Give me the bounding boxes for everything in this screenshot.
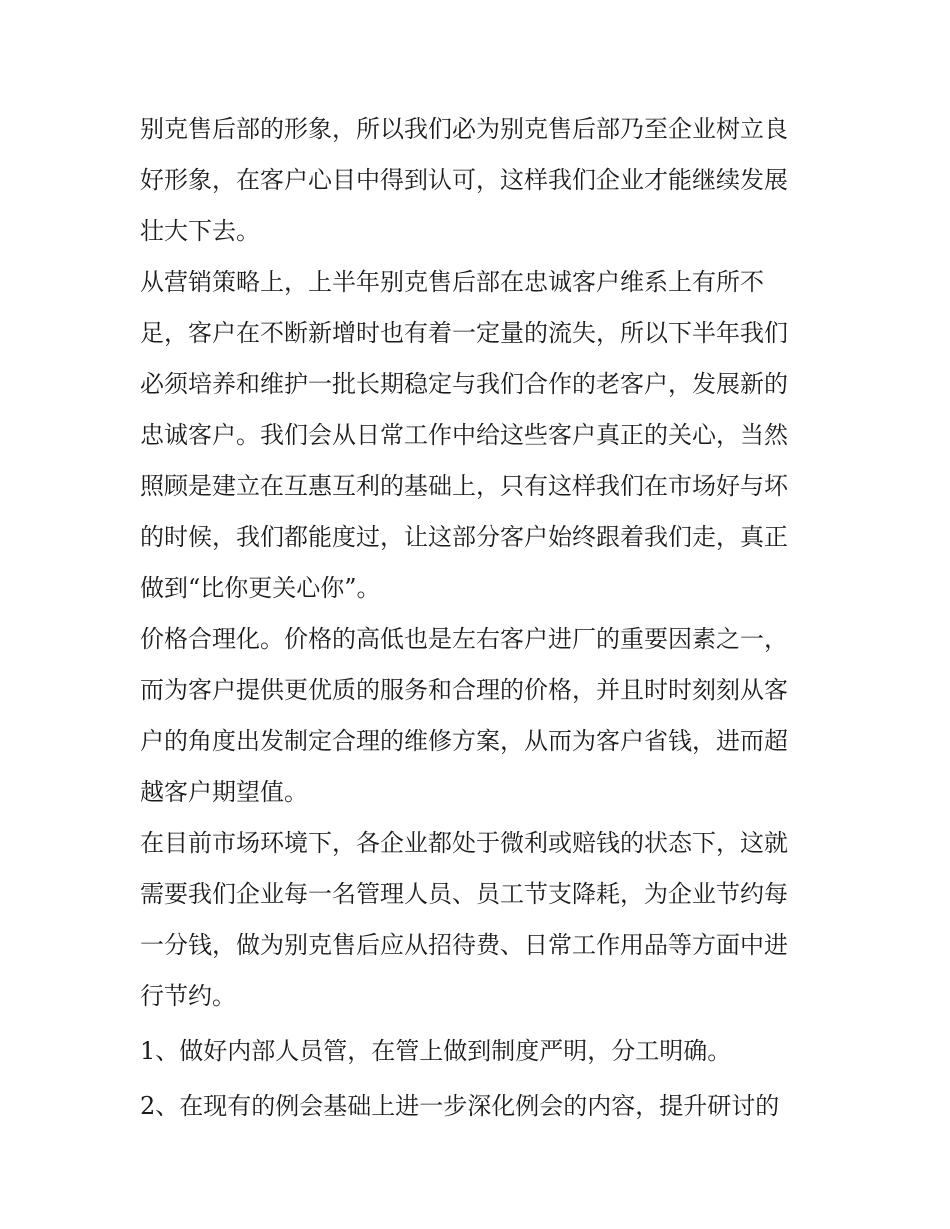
paragraph-brand-image: 别克售后部的形象，所以我们必为别克售后部乃至企业树立良 好形象，在客户心目中得到认可，这样我们企业才能继续发展 壮大下去。 <box>140 115 788 245</box>
list-item-meeting-deepening: 2、在现有的例会基础上进一步深化例会的内容，提升研讨的 <box>140 1092 780 1120</box>
paragraph-cost-saving: 在目前市场环境下，各企业都处于微利或赔钱的状态下，这就 需要我们企业每一名管理人员、员工节支降耗，为企业节约每 一分钱，做为别克售后应从招待费、日常工作用品等方面中进 行节约。 <box>140 829 788 1010</box>
paragraph-marketing-strategy: 从营销策略上，上半年别克售后部在忠诚客户维系上有所不 足，客户在不断新增时也有着一定量的流失，所以下半年我们 必须培养和维护一批长期稳定与我们合作的老客户，发展新的 忠诚客户。我们会从日常工作中给这些客户真正的关心，当然 照顾是建立在互惠互利的基础上，只有这样我们在市场好与坏 的时候，我们都能度过，让这部分客户始终跟着我们走，真正 做到“比你更关心你”。 <box>140 268 788 602</box>
list-item-internal-management: 1、做好内部人员管，在管上做到制度严明，分工明确。 <box>140 1037 732 1065</box>
paragraph-price-rationalization: 价格合理化。价格的高低也是左右客户进厂的重要因素之一， 而为客户提供更优质的服务和合理的价格，并且时时刻刻从客 户的角度出发制定合理的维修方案，从而为客户省钱，进而超 越客户期望值。 <box>140 625 788 806</box>
document-body <box>140 104 812 1132</box>
